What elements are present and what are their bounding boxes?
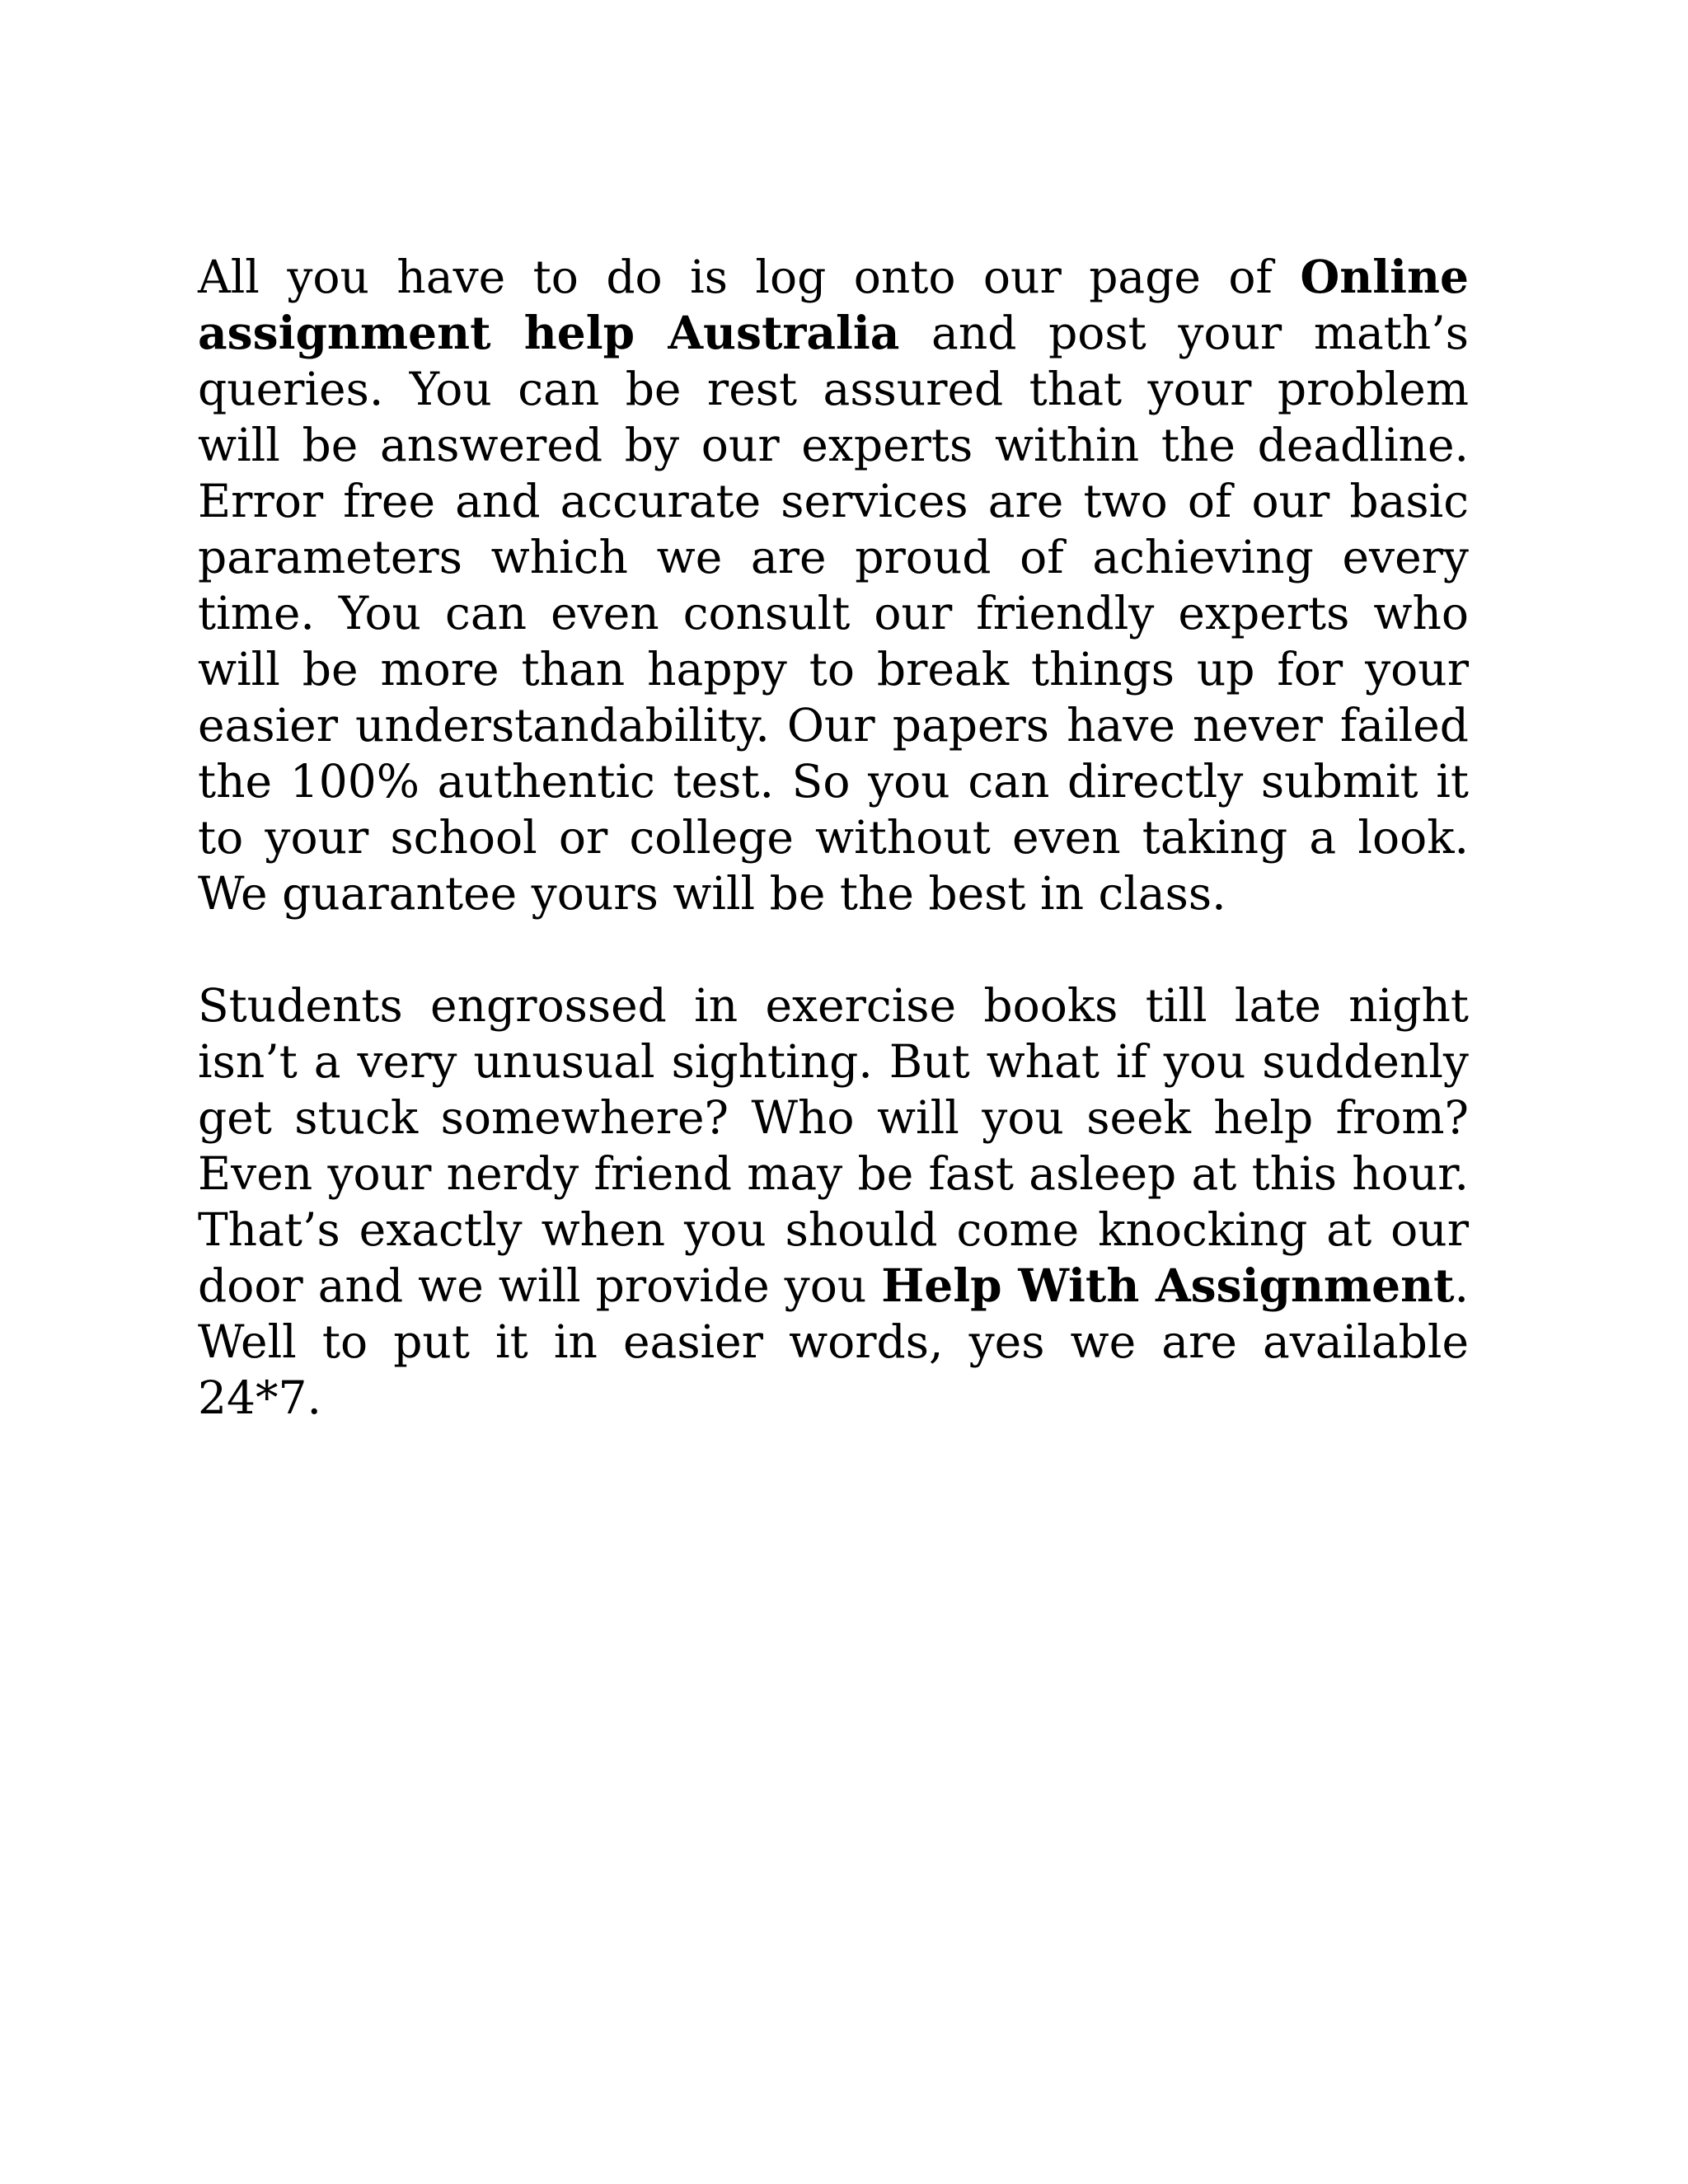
paragraph-1-text: All you have to do is log onto our page of — [198, 251, 1301, 303]
paragraph-2-text: Students engrossed in exercise books till late night isn’t a very unusual sighting. But what if you suddenly get stuck somewhere? Who will you seek help from? Even your nerdy friend may be fast asleep at this hour. That’s exactly when you should come knocking at our door and we will provide you — [198, 979, 1469, 1312]
paragraph-1 — [198, 249, 1469, 921]
keyword-help-with-assignment: Help With Assignment — [881, 1258, 1455, 1312]
keyword-online-assignment-help: Online assignment help Australia — [198, 250, 1469, 359]
paragraph-1-text-continued: and post your math’s queries. You can be rest assured that your problem will be answered by our experts within the deadline. Error free and accurate services are two of our basic parameters which we are proud of achieving every time. You can even consult our friendly experts who will be more than happy to break things up for your easier understandability. Our papers have never failed the 100% authentic test. So you can directly submit it to your school or college without even taking a look. We guarantee yours will be the best in class. — [198, 307, 1470, 920]
paragraph-2 — [198, 977, 1469, 1426]
paragraph-2-text-continued: . Well to put it in easier words, yes we are available 24*7. — [198, 1259, 1469, 1424]
document-body — [198, 249, 1469, 1426]
